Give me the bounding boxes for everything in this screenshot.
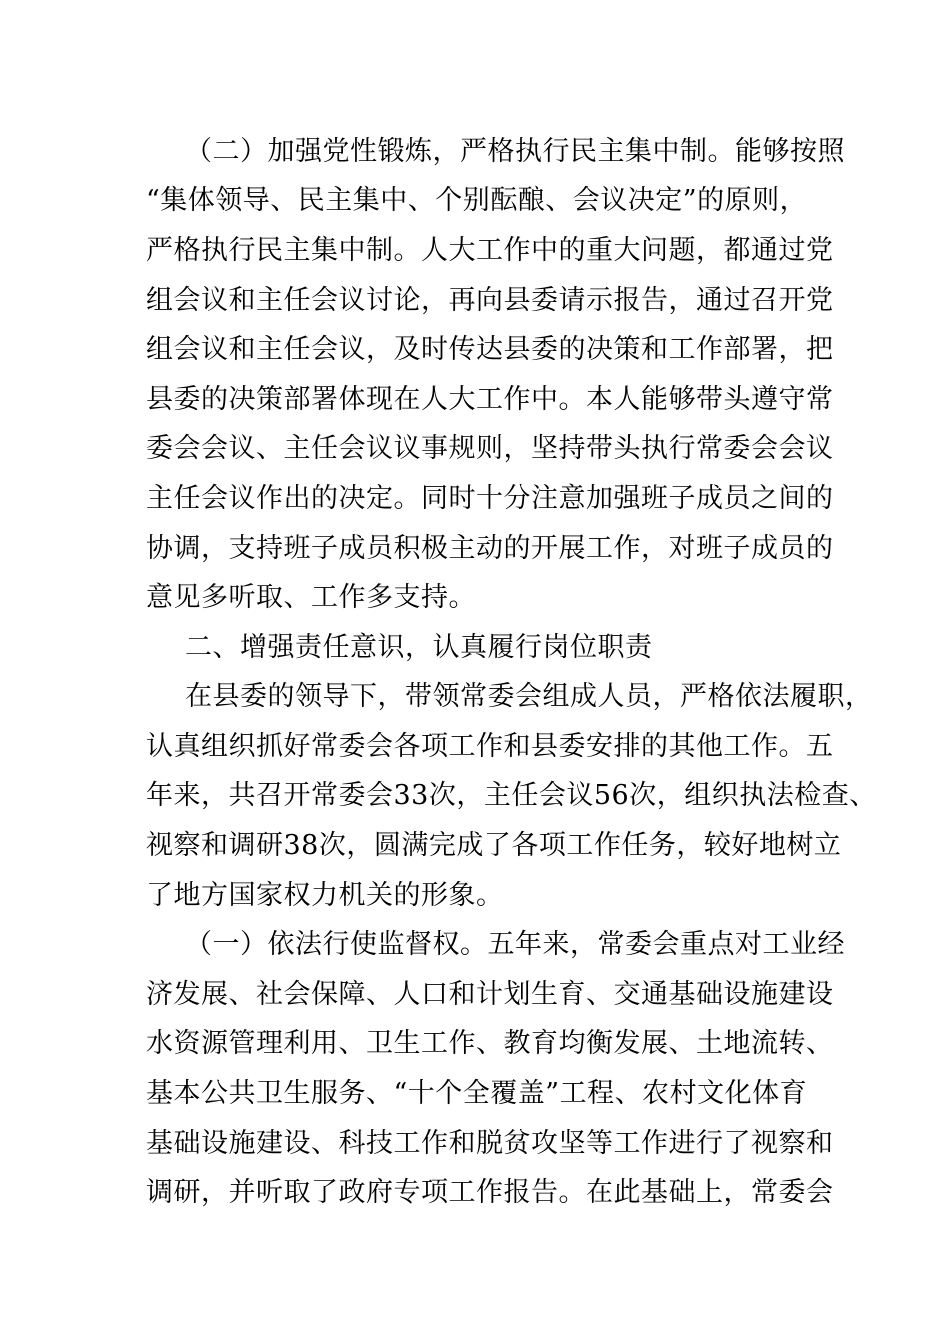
paragraph-line: 基本公共卫生服务、“十个全覆盖”工程、农村文化体育 xyxy=(146,1078,808,1109)
paragraph-line: 视察和调研38次，圆满完成了各项工作任务，较好地树立 xyxy=(146,830,842,861)
paragraph-line: 年来，共召开常委会33次，主任会议56次，组织执法检查、 xyxy=(146,780,877,811)
paragraph-line: 委会会议、主任会议议事规则，坚持带头执行常委会会议 xyxy=(146,433,834,464)
paragraph-line: 了地方国家权力机关的形象。 xyxy=(146,880,504,911)
paragraph-line: 县委的决策部署体现在人大工作中。本人能够带头遵守常 xyxy=(146,384,834,415)
paragraph-line: “集体领导、民主集中、个别酝酿、会议决定”的原则， xyxy=(146,185,808,216)
paragraph-line: 水资源管理利用、卫生工作、教育均衡发展、土地流转、 xyxy=(146,1028,834,1059)
paragraph-line: 主任会议作出的决定。同时十分注意加强班子成员之间的 xyxy=(146,483,834,514)
section-heading: 二、增强责任意识，认真履行岗位职责 xyxy=(185,632,653,663)
paragraph-line: （一）依法行使监督权。五年来，常委会重点对工业经 xyxy=(185,929,845,960)
paragraph-line: 组会议和主任会议，及时传达县委的决策和工作部署，把 xyxy=(146,334,834,365)
paragraph-line: 基础设施建设、科技工作和脱贫攻坚等工作进行了视察和 xyxy=(146,1128,834,1159)
paragraph-line: 协调，支持班子成员积极主动的开展工作，对班子成员的 xyxy=(146,533,834,564)
paragraph-line: 意见多听取、工作多支持。 xyxy=(146,582,476,613)
paragraph-line: 调研，并听取了政府专项工作报告。在此基础上，常委会 xyxy=(146,1177,834,1208)
paragraph-line: 认真组织抓好常委会各项工作和县委安排的其他工作。五 xyxy=(146,731,834,762)
paragraph-line: （二）加强党性锻炼，严格执行民主集中制。能够按照 xyxy=(185,136,845,167)
paragraph-line: 在县委的领导下，带领常委会组成人员，严格依法履职， xyxy=(185,681,873,712)
paragraph-line: 济发展、社会保障、人口和计划生育、交通基础设施建设 xyxy=(146,979,834,1010)
paragraph-line: 组会议和主任会议讨论，再向县委请示报告，通过召开党 xyxy=(146,285,834,316)
paragraph-line: 严格执行民主集中制。人大工作中的重大问题，都通过党 xyxy=(146,235,834,266)
